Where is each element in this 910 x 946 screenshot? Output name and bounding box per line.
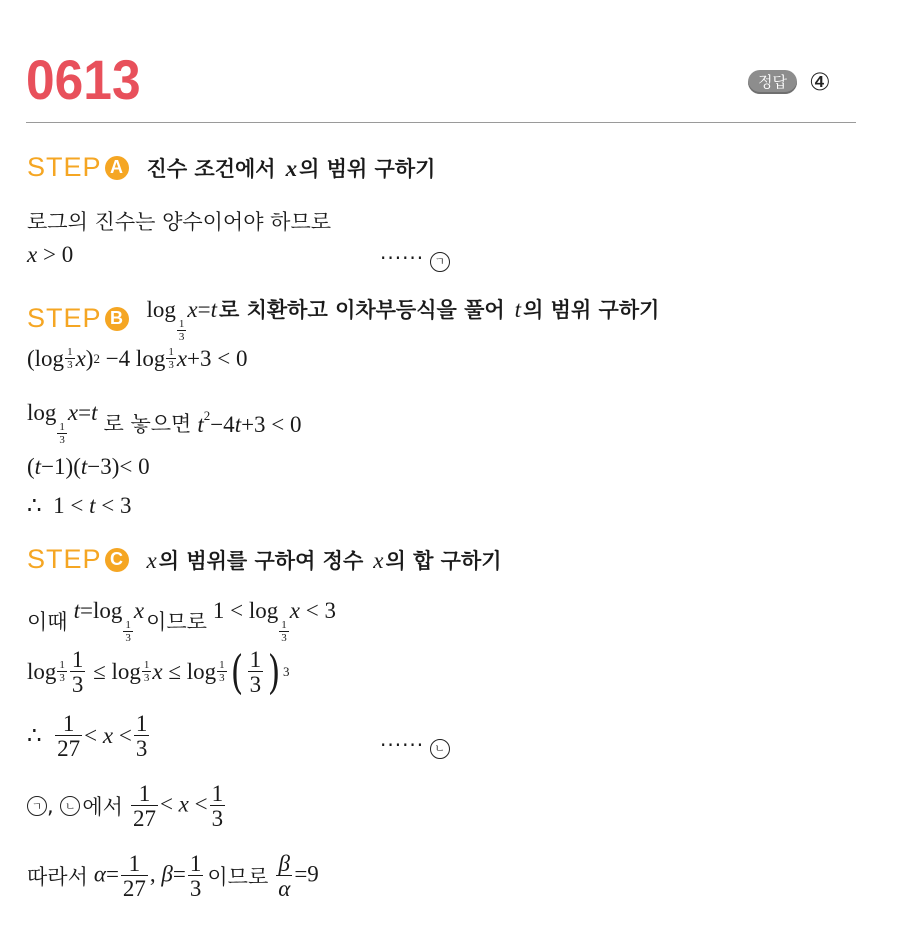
step-letter-badge: B	[105, 307, 129, 331]
math-line: ㄱ , ㄴ 에서 $\frac{1}{27}$ < x < $\frac{1}{3}$	[27, 782, 227, 830]
circled-giyeok-mark: ㄱ	[430, 252, 450, 272]
circled-nieun-mark: ㄴ	[60, 796, 80, 816]
step-title: log $\frac{1}{3}$ x=t 로 치환하고 이차부등식을 풀어 t 의 범위 구하기	[146, 297, 660, 343]
step-title: x 의 범위를 구하여 정수 x 의 합 구하기	[146, 547, 502, 573]
equation-tag: ······ ㄱ	[380, 246, 450, 272]
text-line: 로그의 진수는 양수이어야 하므로	[27, 210, 332, 234]
math-line: ( t −1)( t −3)< 0	[27, 454, 150, 479]
step-letter-badge: A	[105, 156, 129, 180]
math-line: x > 0	[27, 242, 74, 267]
step-letter-badge: C	[105, 548, 129, 572]
step-c-heading	[27, 544, 502, 575]
circled-giyeok-mark: ㄱ	[27, 796, 47, 816]
math-line: log $\frac{1}{3}$ x=t 로 놓으면 $t^2-4t+3 < 0$	[27, 400, 302, 446]
math-line: 이때 t=log $\frac{1}{3}$ x 이므로 1 < log $\frac{1}{3}$ x < 3	[27, 598, 336, 644]
step-title: 진수 조건에서 x 의 범위 구하기	[146, 155, 436, 181]
step-a-heading	[27, 152, 435, 183]
step-word: STEP	[27, 152, 102, 182]
step-word: STEP	[27, 303, 102, 333]
step-word: STEP	[27, 544, 102, 574]
header-divider	[26, 122, 856, 123]
answer-badge: 정답	[748, 70, 797, 94]
math-line: ∴ 1 < t < 3	[27, 493, 132, 518]
equation-tag: ······ ㄴ	[380, 733, 450, 759]
math-line: (log $\frac{1}{3}$ x ) 2 −4 log $\frac{1}{3}$ x +3 < 0	[27, 346, 248, 371]
answer-area	[748, 68, 831, 96]
step-b-heading	[27, 294, 659, 343]
math-line: ∴ $\frac{1}{27}$ < x < $\frac{1}{3}$	[27, 711, 148, 761]
math-line: log $\frac{1}{3}$ $\frac{1}{3}$ ≤ log $\frac{1}{3}$ x ≤ log $\frac{1}{3}$ ( $\frac{1}{3}$ ) 3	[27, 645, 290, 699]
problem-number: 0613	[26, 48, 141, 111]
circled-nieun-mark: ㄴ	[430, 739, 450, 759]
math-line: 따라서 α= $\frac{1}{27}$ , β= $\frac{1}{3}$ 이므로 $\frac{\beta}{\alpha}$ =9	[27, 851, 319, 901]
answer-value: ④	[808, 68, 831, 96]
